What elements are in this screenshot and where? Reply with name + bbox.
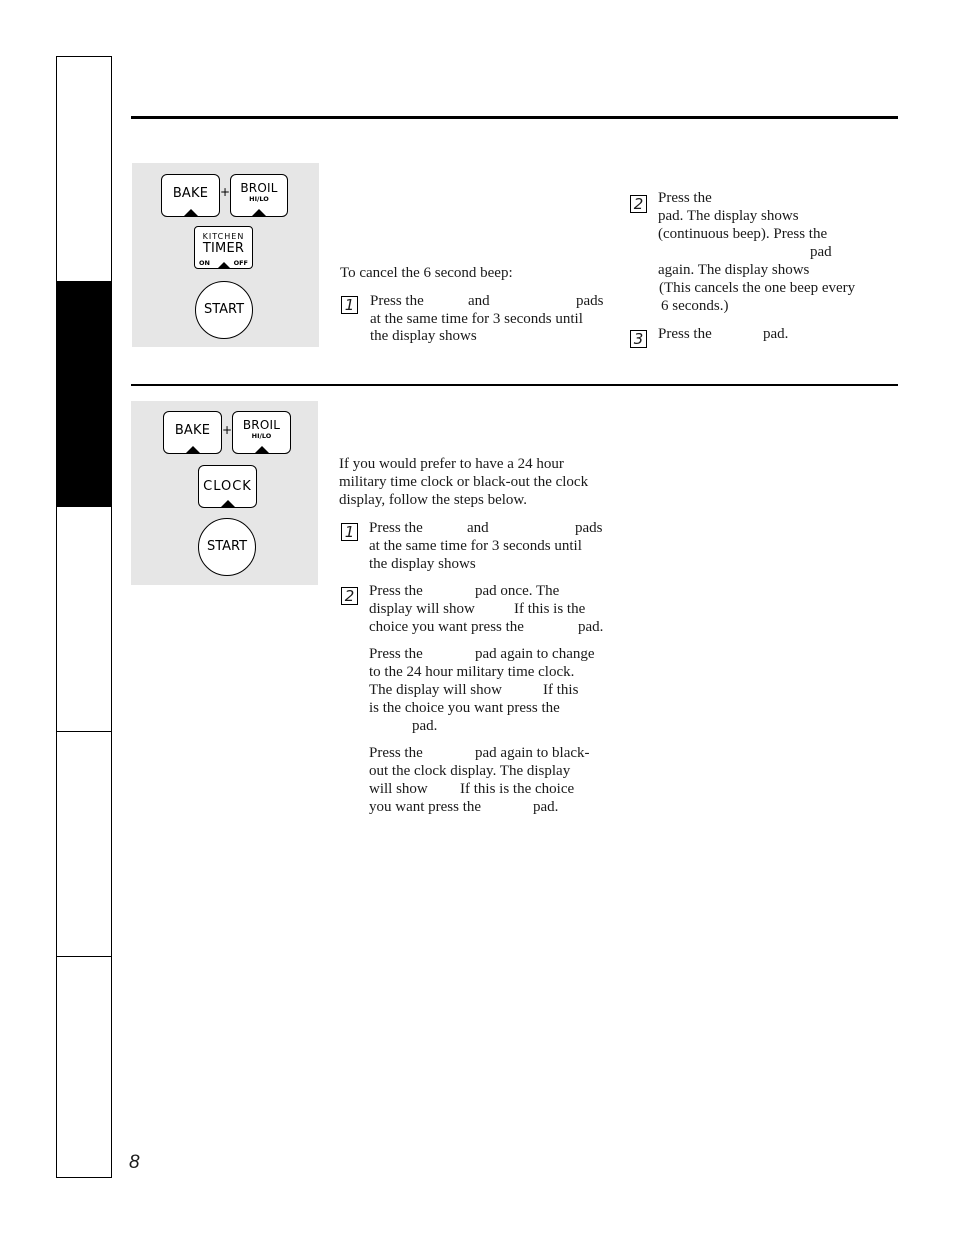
plus-sign: + [220, 185, 231, 199]
clock-pad[interactable]: CLOCK [198, 465, 257, 508]
pad-indicator-icon [217, 262, 231, 269]
broil-hi-lo-pad[interactable]: BROIL HI/LO [232, 411, 291, 454]
step-2-text: Press the pad once. The display will show If this is the choice you want press the pad. Press the pad again to change to the 24 hour military time clock. The display will show If this is the choice you want press the pad. Press the pad again to black- out the clock display. The display will show If this is the choice you want press the pad. [369, 583, 604, 815]
section-divider [131, 384, 898, 386]
step-2-text: Press the pad. The display shows (continuous beep). Press the pad again. The display shows (This cancels the one beep every 6 seconds.) [658, 190, 856, 314]
control-panel-illustration-2 [131, 401, 318, 585]
section-tab-3[interactable] [57, 507, 111, 732]
step-number-2: 2 [630, 195, 647, 213]
step-1-text: Press the and pads at the same time for 3 seconds until the display shows [370, 293, 604, 344]
pad-indicator-icon [185, 446, 201, 454]
step-3-text: Press the pad. [658, 326, 789, 342]
broil-hi-lo-pad[interactable]: BROIL HI/LO [230, 174, 288, 217]
step-1-text: Press the and pads at the same time for 3 seconds until the display shows [369, 520, 603, 572]
step-number-1: 1 [341, 296, 358, 314]
section-tab-4[interactable] [57, 732, 111, 957]
step-number-1: 1 [341, 523, 358, 541]
page-number: 8 [129, 1152, 140, 1173]
bake-pad[interactable]: BAKE [163, 411, 222, 454]
pad-indicator-icon [251, 209, 267, 217]
step-number-2: 2 [341, 587, 358, 605]
step-number-3: 3 [630, 330, 647, 348]
start-pad[interactable]: START [198, 518, 256, 576]
start-pad[interactable]: START [195, 281, 253, 339]
pad-indicator-icon [220, 500, 236, 508]
section-tab-2-active[interactable] [57, 282, 111, 507]
section-tab-5[interactable] [57, 957, 111, 1177]
pad-indicator-icon [254, 446, 270, 454]
top-rule [131, 116, 898, 119]
pad-indicator-icon [183, 209, 199, 217]
control-panel-illustration-1 [132, 163, 319, 347]
bake-pad[interactable]: BAKE [161, 174, 220, 217]
cancel-beep-intro: To cancel the 6 second beep: [340, 265, 513, 281]
kitchen-timer-pad[interactable]: KITCHEN TIMER ON OFF [194, 226, 253, 269]
clock-display-intro: If you would prefer to have a 24 hour military time clock or black-out the clock display, follow the steps below. [339, 456, 589, 508]
section-tab-1[interactable] [57, 57, 111, 282]
section-tab-strip [56, 56, 112, 1178]
plus-sign: + [222, 423, 233, 437]
